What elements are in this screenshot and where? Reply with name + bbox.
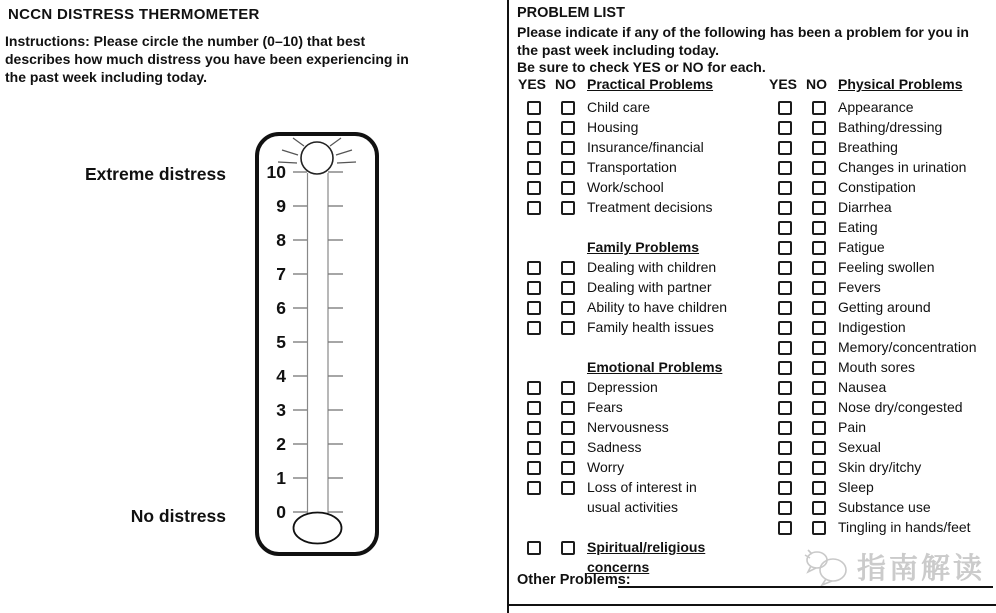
problem-label-continued: concerns xyxy=(587,559,650,575)
no-checkbox[interactable] xyxy=(561,381,575,395)
problem-label: Family health issues xyxy=(587,319,714,335)
problem-label: Fatigue xyxy=(838,239,885,255)
problem-row xyxy=(517,398,767,418)
no-checkbox[interactable] xyxy=(812,321,826,335)
yes-checkbox[interactable] xyxy=(778,121,792,135)
yes-checkbox[interactable] xyxy=(778,261,792,275)
no-checkbox[interactable] xyxy=(812,301,826,315)
problem-label: Nausea xyxy=(838,379,887,395)
no-checkbox[interactable] xyxy=(812,521,826,535)
thermometer-number-1[interactable]: 1 xyxy=(276,468,286,488)
right-instructions-line: Be sure to check YES or NO for each. xyxy=(517,59,766,75)
no-checkbox[interactable] xyxy=(561,441,575,455)
yes-checkbox[interactable] xyxy=(527,261,541,275)
no-checkbox[interactable] xyxy=(561,481,575,495)
problem-row xyxy=(768,98,996,118)
yes-checkbox[interactable] xyxy=(527,461,541,475)
problem-label: Dealing with partner xyxy=(587,279,712,295)
problem-row xyxy=(768,198,996,218)
yes-checkbox[interactable] xyxy=(778,321,792,335)
yes-checkbox[interactable] xyxy=(778,421,792,435)
problem-label: Fevers xyxy=(838,279,881,295)
yes-checkbox[interactable] xyxy=(778,441,792,455)
problem-row xyxy=(517,378,767,398)
problem-row xyxy=(768,298,996,318)
no-checkbox[interactable] xyxy=(812,361,826,375)
problem-label: Child care xyxy=(587,99,651,115)
no-checkbox[interactable] xyxy=(561,121,575,135)
yes-checkbox[interactable] xyxy=(778,141,792,155)
no-checkbox[interactable] xyxy=(812,181,826,195)
problem-row xyxy=(517,318,767,338)
no-checkbox[interactable] xyxy=(561,401,575,415)
yes-checkbox[interactable] xyxy=(527,201,541,215)
yes-checkbox[interactable] xyxy=(778,301,792,315)
thermometer-number-2[interactable]: 2 xyxy=(276,434,286,454)
yes-checkbox[interactable] xyxy=(527,321,541,335)
problem-label: Nervousness xyxy=(587,419,669,435)
problem-row xyxy=(768,158,996,178)
yes-checkbox[interactable] xyxy=(778,401,792,415)
no-checkbox[interactable] xyxy=(812,461,826,475)
no-checkbox[interactable] xyxy=(812,101,826,115)
no-checkbox[interactable] xyxy=(561,301,575,315)
gap-row xyxy=(517,518,767,538)
other-problems-label: Other Problems: xyxy=(517,572,631,588)
no-checkbox[interactable] xyxy=(812,221,826,235)
thermometer-number-8[interactable]: 8 xyxy=(276,230,286,250)
problem-label: Eating xyxy=(838,219,878,235)
yes-column-label: YES xyxy=(518,76,547,92)
extreme-distress-label: Extreme distress xyxy=(84,164,226,184)
watermark-text: 指南解读 xyxy=(857,553,986,585)
gap-row xyxy=(517,218,767,238)
left-panel-title: NCCN DISTRESS THERMOMETER xyxy=(8,6,260,23)
problem-row xyxy=(517,478,767,498)
yes-checkbox[interactable] xyxy=(778,341,792,355)
yes-checkbox[interactable] xyxy=(527,401,541,415)
yes-checkbox[interactable] xyxy=(527,101,541,115)
problem-label: Insurance/financial xyxy=(587,139,704,155)
yes-column-label: YES xyxy=(769,76,798,92)
section-header-row xyxy=(517,358,767,378)
problem-row xyxy=(517,538,767,558)
thermometer-number-7[interactable]: 7 xyxy=(276,264,286,284)
problem-label: Pain xyxy=(838,419,867,435)
section-header: Emotional Problems xyxy=(587,359,723,375)
problem-row xyxy=(768,378,996,398)
no-checkbox[interactable] xyxy=(561,161,575,175)
yes-checkbox[interactable] xyxy=(527,421,541,435)
yes-checkbox[interactable] xyxy=(527,121,541,135)
problem-row xyxy=(768,518,996,538)
yes-checkbox[interactable] xyxy=(778,201,792,215)
problem-label: Ability to have children xyxy=(587,299,728,315)
yes-checkbox[interactable] xyxy=(778,281,792,295)
no-checkbox[interactable] xyxy=(561,281,575,295)
yes-checkbox[interactable] xyxy=(527,301,541,315)
no-checkbox[interactable] xyxy=(812,441,826,455)
gap-row xyxy=(517,338,767,358)
no-checkbox[interactable] xyxy=(561,141,575,155)
thermometer-scale-numbers xyxy=(248,161,286,561)
problem-label: Work/school xyxy=(587,179,664,195)
yes-checkbox[interactable] xyxy=(527,161,541,175)
thermometer-number-4[interactable]: 4 xyxy=(276,366,286,386)
left-instructions-line: the past week including today. xyxy=(5,69,207,85)
problem-row xyxy=(768,318,996,338)
problem-row xyxy=(768,338,996,358)
problem-column-left xyxy=(517,76,767,578)
thermometer-number-10[interactable]: 10 xyxy=(266,162,286,182)
problem-row xyxy=(517,178,767,198)
problem-row xyxy=(768,398,996,418)
problem-row xyxy=(768,118,996,138)
section-header: Family Problems xyxy=(587,239,700,255)
no-checkbox[interactable] xyxy=(812,501,826,515)
problem-row xyxy=(517,118,767,138)
problem-label: Getting around xyxy=(838,299,931,315)
yes-checkbox[interactable] xyxy=(778,361,792,375)
yes-checkbox[interactable] xyxy=(527,381,541,395)
problem-row xyxy=(768,278,996,298)
no-checkbox[interactable] xyxy=(812,381,826,395)
problem-label: Tingling in hands/feet xyxy=(838,519,971,535)
problem-row xyxy=(517,138,767,158)
problem-row xyxy=(517,258,767,278)
yes-checkbox[interactable] xyxy=(778,481,792,495)
problem-label: Substance use xyxy=(838,499,931,515)
problem-label: Loss of interest in xyxy=(587,479,697,495)
problem-row xyxy=(768,358,996,378)
problem-label: Bathing/dressing xyxy=(838,119,943,135)
problem-row xyxy=(768,478,996,498)
other-problems-writein-line-2[interactable] xyxy=(509,588,996,606)
yes-checkbox[interactable] xyxy=(778,501,792,515)
no-checkbox[interactable] xyxy=(812,341,826,355)
no-checkbox[interactable] xyxy=(812,421,826,435)
problem-column-right xyxy=(768,76,996,538)
problem-row xyxy=(768,458,996,478)
problem-label: Constipation xyxy=(838,179,916,195)
yes-checkbox[interactable] xyxy=(527,141,541,155)
problem-label: Indigestion xyxy=(838,319,906,335)
problem-label: Depression xyxy=(587,379,658,395)
problem-label: Fears xyxy=(587,399,623,415)
problem-label: Skin dry/itchy xyxy=(838,459,922,475)
no-checkbox[interactable] xyxy=(812,201,826,215)
no-checkbox[interactable] xyxy=(561,261,575,275)
left-instructions-line: Instructions: Please circle the number (0–10) that best xyxy=(5,33,366,49)
no-column-label: NO xyxy=(555,76,576,92)
problem-list-title: PROBLEM LIST xyxy=(517,5,625,21)
problem-row xyxy=(517,458,767,478)
no-checkbox[interactable] xyxy=(561,181,575,195)
problem-row xyxy=(768,218,996,238)
column-title: Practical Problems xyxy=(587,76,714,92)
problem-row xyxy=(768,438,996,458)
problem-label: Sadness xyxy=(587,439,642,455)
section-header-row xyxy=(517,238,767,258)
other-problems-writein-line[interactable] xyxy=(618,570,993,588)
problem-row xyxy=(517,98,767,118)
cont-row xyxy=(517,498,767,518)
problem-label: Feeling swollen xyxy=(838,259,935,275)
problem-label: Worry xyxy=(587,459,625,475)
thermometer-number-3[interactable]: 3 xyxy=(276,400,286,420)
yes-checkbox[interactable] xyxy=(778,181,792,195)
yes-checkbox[interactable] xyxy=(778,101,792,115)
right-instructions-line: the past week including today. xyxy=(517,42,719,58)
no-checkbox[interactable] xyxy=(561,321,575,335)
yes-checkbox[interactable] xyxy=(778,521,792,535)
no-checkbox[interactable] xyxy=(812,481,826,495)
yes-checkbox[interactable] xyxy=(778,461,792,475)
problem-row xyxy=(768,138,996,158)
yes-checkbox[interactable] xyxy=(778,381,792,395)
no-checkbox[interactable] xyxy=(812,401,826,415)
problem-row xyxy=(768,418,996,438)
problem-label: Nose dry/congested xyxy=(838,399,963,415)
no-checkbox[interactable] xyxy=(812,261,826,275)
problem-row xyxy=(517,198,767,218)
problem-label: Memory/concentration xyxy=(838,339,977,355)
yes-checkbox[interactable] xyxy=(778,221,792,235)
no-column-label: NO xyxy=(806,76,827,92)
problem-label: Breathing xyxy=(838,139,898,155)
no-checkbox[interactable] xyxy=(561,461,575,475)
thermometer-number-6[interactable]: 6 xyxy=(276,298,286,318)
problem-row xyxy=(768,238,996,258)
problem-row xyxy=(517,418,767,438)
problem-row xyxy=(517,298,767,318)
problem-label: Sleep xyxy=(838,479,874,495)
problem-label-continued: usual activities xyxy=(587,499,679,515)
problem-label: Mouth sores xyxy=(838,359,916,375)
left-instructions-line: describes how much distress you have been experiencing in xyxy=(5,51,409,67)
problem-label: Sexual xyxy=(838,439,881,455)
yes-checkbox[interactable] xyxy=(527,441,541,455)
column-header-row xyxy=(768,76,996,98)
column-title: Physical Problems xyxy=(838,76,963,92)
problem-label: Treatment decisions xyxy=(587,199,713,215)
panel-divider xyxy=(507,0,509,613)
problem-label: Diarrhea xyxy=(838,199,892,215)
no-checkbox[interactable] xyxy=(812,161,826,175)
no-checkbox[interactable] xyxy=(812,121,826,135)
no-checkbox[interactable] xyxy=(561,201,575,215)
no-checkbox[interactable] xyxy=(561,541,575,555)
right-instructions-line: Please indicate if any of the following has been a problem for you in xyxy=(517,24,969,40)
problem-row xyxy=(517,438,767,458)
no-distress-label: No distress xyxy=(130,506,226,526)
thermometer-number-5[interactable]: 5 xyxy=(276,332,286,352)
yes-checkbox[interactable] xyxy=(527,541,541,555)
problem-row xyxy=(517,278,767,298)
problem-label: Appearance xyxy=(838,99,914,115)
problem-label: Transportation xyxy=(587,159,677,175)
problem-label: Spiritual/religious xyxy=(587,539,706,555)
yes-checkbox[interactable] xyxy=(778,161,792,175)
no-checkbox[interactable] xyxy=(812,281,826,295)
yes-checkbox[interactable] xyxy=(778,241,792,255)
no-checkbox[interactable] xyxy=(812,241,826,255)
problem-label: Dealing with children xyxy=(587,259,717,275)
no-checkbox[interactable] xyxy=(561,421,575,435)
thermometer-number-9[interactable]: 9 xyxy=(276,196,286,216)
problem-row xyxy=(768,258,996,278)
thermometer-number-0[interactable]: 0 xyxy=(276,502,286,522)
problem-label: Changes in urination xyxy=(838,159,967,175)
yes-checkbox[interactable] xyxy=(527,481,541,495)
yes-checkbox[interactable] xyxy=(527,281,541,295)
no-checkbox[interactable] xyxy=(561,101,575,115)
problem-row xyxy=(768,178,996,198)
yes-checkbox[interactable] xyxy=(527,181,541,195)
problem-label: Housing xyxy=(587,119,639,135)
problem-row xyxy=(517,158,767,178)
column-header-row xyxy=(517,76,767,98)
no-checkbox[interactable] xyxy=(812,141,826,155)
problem-row xyxy=(768,498,996,518)
